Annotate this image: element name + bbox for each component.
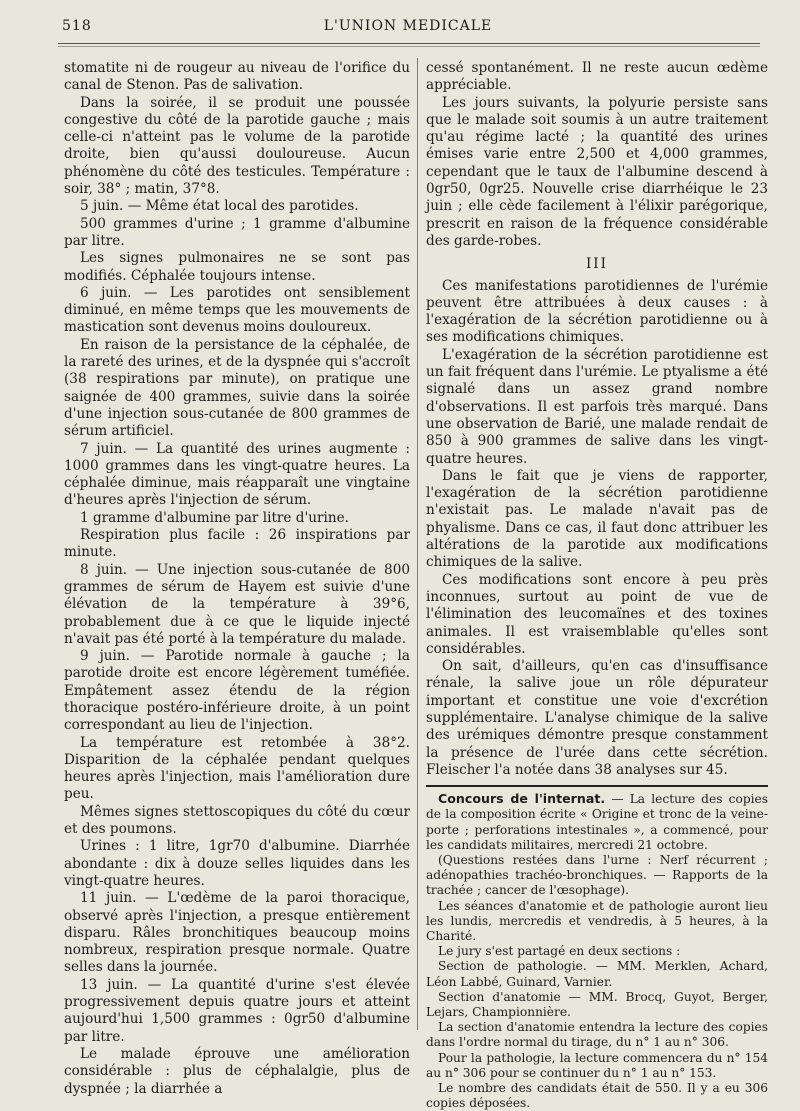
concours-paragraph: Le nombre des candidats était de 550. Il y a eu 306 copies déposées. [426, 1081, 768, 1111]
left-paragraph: 6 juin. — Les parotides ont sensiblement diminué, en même temps que les mouvements de mastication sont devenus moins douloureux. [64, 284, 410, 336]
right-paragraph: On sait, d'ailleurs, qu'en cas d'insuffisance rénale, la salive joue un rôle dépurateur important et constitue une voie d'excrétion supplémentaire. L'analyse chimique de la salive des urémiques démontre presque constamment la présence de l'urée dans cette sécrétion. Fleischer l'a notée dans 38 analyses sur 45. [426, 658, 768, 778]
right-paragraph: Ces modifications sont encore à peu près inconnues, surtout au point de vue de l'élimination des leucomaïnes et des toxines animales. Il est vraisemblable qu'elles sont considérables. [426, 571, 768, 657]
left-paragraph: Mêmes signes stettoscopiques du côté du cœur et des poumons. [64, 803, 410, 838]
right-paragraph: cessé spontanément. Il ne reste aucun œdème appréciable. [426, 60, 768, 94]
left-paragraph: Le malade éprouve une amélioration considérable : plus de céphalalgie, plus de dyspnée ; la diarrhée a [64, 1045, 410, 1097]
left-paragraph: 500 grammes d'urine ; 1 gramme d'albumine par litre. [64, 215, 410, 249]
left-paragraph: Les signes pulmonaires ne se sont pas modifiés. Céphalée toujours intense. [64, 250, 410, 284]
left-paragraph: Urines : 1 litre, 1gr70 d'albumine. Diarrhée abondante : dix à douze selles liquides dans les vingt-quatre heures. [64, 838, 410, 889]
concours-paragraph: Section de pathologie. — MM. Merklen, Achard, Léon Labbé, Guinard, Varnier. [426, 959, 768, 989]
left-paragraph: stomatite ni de rougeur au niveau de l'orifice du canal de Stenon. Pas de salivation. [64, 60, 410, 94]
concours-paragraph: La section d'anatomie entendra la lecture des copies dans l'ordre normal du tirage, du n° 1 au n° 306. [426, 1020, 768, 1050]
journal-title: L'UNION MEDICALE [323, 18, 493, 34]
concours-paragraph: (Questions restées dans l'urne : Nerf récurrent ; adénopathies trachéo-bronchiques. — Rapports de la trachée ; cancer de l'œsophage). [426, 852, 768, 898]
concours-paragraph: Les séances d'anatomie et de pathologie auront lieu les lundis, mercredis et vendredis, à 5 heures, à la Charité. [426, 898, 768, 943]
left-paragraph: Dans la soirée, il se produit une poussée congestive du côté de la parotide gauche ; mais celle-ci n'atteint pas le volume de la parotide droite, bien qu'aussi douloureuse. Aucun phénomène du côté des testicules. Température : soir, 38° ; matin, 37°8. [64, 94, 410, 198]
concours-notice [426, 785, 768, 1111]
concours-title: Concours de l'internat. [438, 791, 606, 807]
page-number: 518 [62, 18, 92, 34]
header-rule-secondary [58, 46, 760, 47]
left-column [64, 60, 410, 1098]
page-header [56, 14, 760, 40]
left-paragraph: La température est retombée à 38°2. Disparition de la céphalée pendant quelques heures après l'injection, mais l'amélioration dure peu. [64, 734, 410, 803]
left-paragraph: 5 juin. — Même état local des parotides. [80, 198, 359, 215]
concours-lead [426, 791, 768, 853]
left-paragraph: 13 juin. — La quantité d'urine s'est élevée progressivement depuis quatre jours et atteint aujourd'hui 1,500 grammes : 0gr50 d'albumine par litre. [64, 976, 410, 1045]
concours-paragraph: Le jury s'est partagé en deux sections : [438, 944, 681, 959]
concours-paragraph: Section d'anatomie — MM. Brocq, Guyot, Berger, Lejars, Championnière. [426, 989, 768, 1020]
left-paragraph: 9 juin. — Parotide normale à gauche ; la parotide droite est encore légèrement tuméfiée. Empâtement assez étendu de la région thoracique postéro-inférieure droite, à un point correspondant au lieu de l'injection. [64, 648, 410, 734]
right-paragraph: Dans le fait que je viens de rapporter, l'exagération de la sécrétion parotidienne n'existait pas. Le malade n'avait pas de phyalisme. Dans ce cas, il faut donc attribuer les altérations de la parotide aux modifications chimiques de la salive. [426, 467, 768, 571]
left-paragraph: 7 juin. — La quantité des urines augmente : 1000 grammes dans les vingt-quatre heures. La céphalée diminue, mais réapparaît une vingtaine d'heures après l'injection de sérum. [64, 440, 410, 509]
right-paragraph: Les jours suivants, la polyurie persiste sans que le malade soit soumis à un autre traitement qu'au régime lacté ; la quantité des urines émises varie entre 2,500 et 4,000 grammes, cependant que le taux de l'albumine descend à 0gr50, 0gr25. Nouvelle crise diarrhéique le 23 juin ; elle cède facilement à l'élixir parégorique, prescrit en raison de la fréquence considérable des garde-robes. [426, 94, 768, 249]
column-divider [417, 58, 418, 1030]
right-paragraph: L'exagération de la sécrétion parotidienne est un fait fréquent dans l'urémie. Le ptyalisme a été signalé dans un assez grand nombre d'observations. Il est parfois très marqué. Dans une observation de Barié, une malade rendait de 850 à 900 grammes de salive dans les vingt-quatre heures. [426, 346, 768, 467]
left-paragraph: 8 juin. — Une injection sous-cutanée de 800 grammes de sérum de Hayem est suivie d'une élévation de la température à 39°6, probablement due à ce que le liquide injecté n'avait pas été porté à la température du malade. [64, 561, 410, 647]
section-numeral: III [585, 256, 609, 273]
left-paragraph: En raison de la persistance de la céphalée, de la rareté des urines, et de la dyspnée qui s'accroît (38 respirations par minute), on pratique une saignée de 400 grammes, suivie dans la soirée d'une injection sous-cutanée de 800 grammes de sérum artificiel. [64, 336, 410, 440]
left-paragraph: 1 gramme d'albumine par litre d'urine. [80, 509, 349, 526]
right-paragraph: Ces manifestations parotidiennes de l'urémie peuvent être attribuées à deux causes : à l'exagération de la sécrétion parotidienne ou à ses modifications chimiques. [426, 277, 768, 346]
left-paragraph: 11 juin. — L'œdème de la paroi thoracique, observé après l'injection, a presque entièrement disparu. Râles bronchitiques beaucoup moins nombreux, respiration presque normale. Quatre selles dans la journée. [64, 890, 410, 976]
left-paragraph: Respiration plus facile : 26 inspirations par minute. [64, 527, 410, 561]
right-column [426, 60, 768, 1111]
header-rule [58, 43, 760, 44]
concours-paragraph: Pour la pathologie, la lecture commencera du n° 154 au n° 306 pour se continuer du n° 1 au n° 153. [426, 1050, 768, 1080]
concours-intro: — La lecture des copies de la composition écrite « Origine et tronc de la veine-porte ; perforations intestinales », a commencé, pour les candidats militaires, mercredi 21 octobre. [426, 792, 768, 852]
